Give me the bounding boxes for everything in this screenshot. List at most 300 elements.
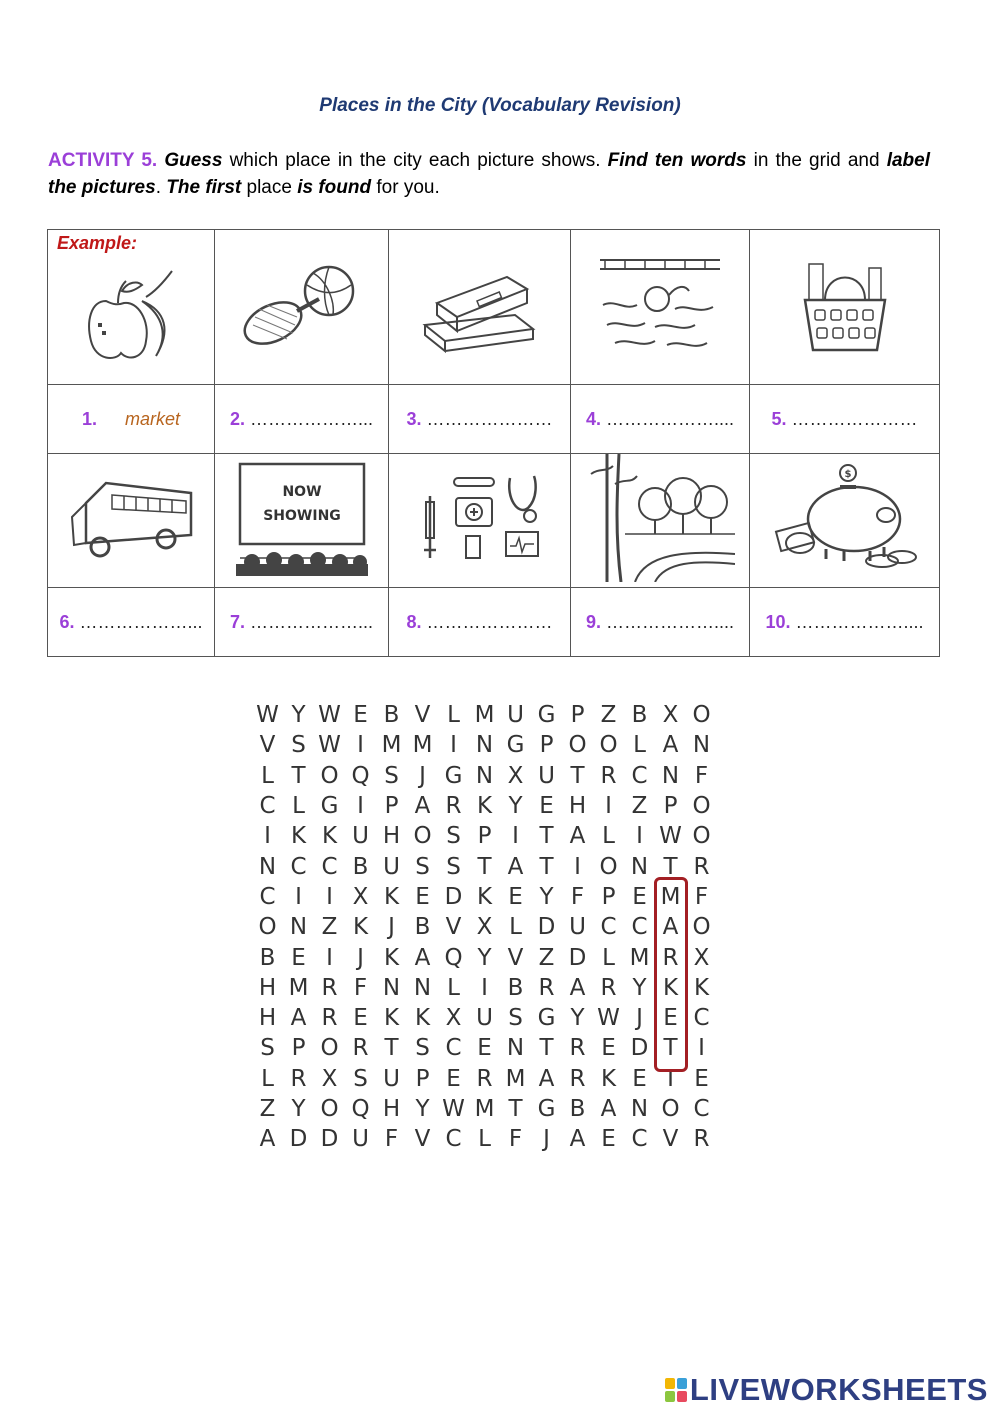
instr-text: which place in the city each picture shows. [222,150,608,171]
grid-letter[interactable]: B [414,914,431,941]
grid-row [252,730,717,760]
grid-letter[interactable]: R [693,1126,710,1153]
grid-letter[interactable]: S [260,1035,275,1062]
grid-letter[interactable]: K [383,944,400,971]
grid-letter[interactable]: F [570,883,585,910]
example-label: Example: [57,233,138,253]
answer-blank[interactable]: ………………... [250,611,374,632]
grid-letter[interactable]: R [569,1035,586,1062]
grid-letter[interactable]: O [320,762,339,789]
grid-letter[interactable]: R [445,793,462,820]
instr-first: The first [166,177,242,198]
grid-letter[interactable]: O [692,823,711,850]
grid-letter[interactable]: W [318,732,341,759]
grid-letter[interactable]: M [288,974,309,1001]
grid-letter[interactable]: J [419,762,426,789]
grid-letter[interactable]: Y [291,702,306,729]
grid-letter[interactable]: M [660,883,681,910]
grid-letter[interactable]: I [357,793,364,820]
grid-letter[interactable]: I [357,732,364,759]
grid-letter[interactable]: E [601,1126,616,1153]
grid-letter[interactable]: N [289,914,308,941]
grid-letter[interactable]: A [414,793,431,820]
grid-letter[interactable]: T [570,762,585,789]
grid-letter[interactable]: G [444,762,463,789]
activity-label: ACTIVITY 5. [48,150,158,171]
grid-letter[interactable]: R [693,853,710,880]
grid-letter[interactable]: L [633,732,646,759]
grid-letter[interactable]: J [357,944,364,971]
grid-letter[interactable]: N [630,1096,649,1122]
grid-letter[interactable]: F [384,1126,399,1153]
grid-letter[interactable]: S [384,762,399,789]
grid-letter[interactable]: A [290,1005,307,1032]
grid-letter[interactable]: N [506,1035,525,1062]
grid-letter[interactable]: Y [539,883,554,910]
grid-letter[interactable]: R [476,1065,493,1092]
svg-text:$: $ [844,469,851,480]
grid-letter[interactable]: E [632,1065,647,1092]
grid-letter[interactable]: B [259,944,276,971]
grid-letter[interactable]: Q [351,762,370,789]
grid-letter[interactable]: U [538,762,555,789]
grid-letter[interactable]: F [353,974,368,1001]
grid-letter[interactable]: E [415,883,430,910]
grid-letter[interactable]: E [353,702,368,729]
grid-letter[interactable]: X [507,762,524,789]
grid-letter[interactable]: C [631,762,648,789]
grid-letter[interactable]: O [692,914,711,941]
grid-letter[interactable]: Y [415,1096,430,1122]
grid-letter[interactable]: C [693,1096,710,1122]
grid-letter[interactable]: Z [600,702,617,729]
grid-letter[interactable]: O [692,702,711,729]
grid-letter[interactable]: T [477,853,492,880]
grid-letter[interactable]: M [474,1096,495,1122]
grid-letter[interactable]: M [412,732,433,759]
grid-letter[interactable]: W [597,1005,620,1032]
label-cell[interactable] [215,385,389,454]
grid-letter[interactable]: L [509,914,522,941]
grid-letter[interactable]: A [259,1126,276,1153]
grid-letter[interactable]: A [569,974,586,1001]
answer-blank[interactable]: ………………… [791,408,918,429]
grid-letter[interactable]: T [663,1065,678,1092]
grid-row [252,1064,717,1094]
label-cell[interactable] [571,588,750,657]
label-cell[interactable] [215,588,389,657]
grid-letter[interactable]: P [384,793,399,820]
grid-letter[interactable]: G [537,1005,556,1032]
grid-letter[interactable]: O [661,1096,680,1122]
grid-letter[interactable]: N [475,732,494,759]
grid-letter[interactable]: W [659,823,682,850]
grid-row [252,851,717,881]
grid-letter[interactable]: X [321,1065,338,1092]
grid-letter[interactable]: P [601,883,616,910]
grid-letter[interactable]: K [321,823,338,850]
grid-letter[interactable]: J [543,1126,550,1153]
grid-letter[interactable]: T [663,853,678,880]
grid-letter[interactable]: Y [570,1005,585,1032]
grid-letter[interactable]: K [383,1005,400,1032]
answer-blank[interactable]: ………………… [426,408,553,429]
label-number: 7. [229,611,245,632]
park-icon [585,454,735,582]
grid-letter[interactable]: R [600,762,617,789]
grid-letter[interactable]: U [476,1005,493,1032]
picture-cell [389,230,571,385]
grid-letter[interactable]: L [602,944,615,971]
grid-letter[interactable]: R [290,1065,307,1092]
grid-letter[interactable]: B [569,1096,586,1122]
label-cell[interactable] [48,588,215,657]
grid-letter[interactable]: B [507,974,524,1001]
grid-letter[interactable]: E [446,1065,461,1092]
grid-letter[interactable]: Y [291,1096,306,1122]
now-text: NOW [281,484,322,500]
grid-letter[interactable]: M [505,1065,526,1092]
grid-letter[interactable]: S [446,823,461,850]
grid-letter[interactable]: L [261,1065,274,1092]
grid-letter[interactable]: E [632,883,647,910]
grid-letter[interactable]: O [320,1096,339,1122]
grid-letter[interactable]: B [631,702,648,729]
grid-row [252,973,717,1003]
instr-guess: Guess [164,150,223,171]
answer-blank[interactable]: ………………... [79,611,203,632]
sports-equipment-icon [237,255,367,355]
grid-letter[interactable]: S [446,853,461,880]
answer-blank[interactable]: ……………….... [606,408,735,429]
grid-letter[interactable]: O [568,732,587,759]
grid-letter[interactable]: V [662,1126,679,1153]
instr-text: for you. [371,177,440,198]
answer-blank[interactable]: ………………… [426,611,553,632]
picture-cell [750,230,940,385]
grid-letter[interactable]: C [321,853,338,880]
grid-letter[interactable]: A [662,732,679,759]
label-number: 8. [406,611,422,632]
grid-letter[interactable]: N [382,974,401,1001]
grid-letter[interactable]: T [663,1035,678,1062]
grid-letter[interactable]: C [693,1005,710,1032]
logo-text: LIVEWORKSHEETS [689,1372,988,1407]
grid-letter[interactable]: X [693,944,710,971]
grid-letter[interactable]: O [599,853,618,880]
grid-letter[interactable]: T [508,1096,523,1122]
label-cell[interactable] [389,588,571,657]
picture-cell [389,454,571,588]
grid-letter[interactable]: X [445,1005,462,1032]
label-cell[interactable] [389,385,571,454]
grid-letter[interactable]: N [475,762,494,789]
piggy-bank-icon [770,463,920,573]
grid-letter[interactable]: R [569,1065,586,1092]
picture-table [47,229,940,657]
grid-letter[interactable]: S [415,1035,430,1062]
grid-letter[interactable]: A [538,1065,555,1092]
grid-letter[interactable]: K [476,793,493,820]
grid-letter[interactable]: Z [321,914,338,941]
grid-letter[interactable]: A [414,944,431,971]
logo-mark-icon [665,1378,687,1402]
grid-letter[interactable]: L [478,1126,491,1153]
grid-letter[interactable]: R [321,1005,338,1032]
word-search-grid[interactable] [252,700,717,1154]
grid-letter[interactable]: N [692,732,711,759]
grid-letter[interactable]: R [662,944,679,971]
grid-letter[interactable]: M [474,702,495,729]
answer-blank[interactable]: ……………….... [606,611,735,632]
grid-letter[interactable]: U [352,1126,369,1153]
grid-letter[interactable]: P [539,732,554,759]
grid-letter[interactable]: R [352,1035,369,1062]
grid-letter[interactable]: D [444,883,463,910]
showing-text: SHOWING [262,508,341,524]
instr-found: is found [297,177,372,198]
instr-text: in the grid and [746,150,887,171]
grid-letter[interactable]: T [384,1035,399,1062]
grid-letter[interactable]: I [698,1035,705,1062]
grid-letter[interactable]: L [292,793,305,820]
grid-letter[interactable]: P [477,823,492,850]
grid-row [252,912,717,942]
grid-letter[interactable]: K [383,883,400,910]
grid-letter[interactable]: U [352,823,369,850]
grid-letter[interactable]: A [507,853,524,880]
grid-letter[interactable]: T [539,853,554,880]
grid-letter[interactable]: C [631,1126,648,1153]
grid-letter[interactable]: Z [631,793,648,820]
grid-letter[interactable]: R [321,974,338,1001]
fruit-icon [76,261,186,371]
grid-letter[interactable]: L [261,762,274,789]
grid-letter[interactable]: I [295,883,302,910]
grid-letter[interactable]: P [415,1065,430,1092]
grid-letter[interactable]: V [445,914,462,941]
label-cell[interactable] [48,385,215,454]
grid-letter[interactable]: V [414,1126,431,1153]
grid-letter[interactable]: F [694,883,709,910]
grid-letter[interactable]: U [383,853,400,880]
grid-letter[interactable]: G [506,732,525,759]
grid-letter[interactable]: N [258,853,277,880]
grid-letter[interactable]: I [574,853,581,880]
grid-letter[interactable]: O [320,1035,339,1062]
grid-letter[interactable]: D [320,1126,339,1153]
grid-letter[interactable]: C [290,853,307,880]
grid-letter[interactable]: Q [444,944,463,971]
grid-letter[interactable]: P [291,1035,306,1062]
grid-letter[interactable]: Z [259,1096,276,1122]
grid-letter[interactable]: E [694,1065,709,1092]
grid-letter[interactable]: E [477,1035,492,1062]
grid-letter[interactable]: V [507,944,524,971]
grid-letter[interactable]: I [326,883,333,910]
grid-letter[interactable]: K [352,914,369,941]
grid-letter[interactable]: C [259,883,276,910]
grid-letter[interactable]: V [259,732,276,759]
grid-letter[interactable]: E [601,1035,616,1062]
grid-letter[interactable]: M [381,732,402,759]
grid-letter[interactable]: T [539,1035,554,1062]
grid-letter[interactable]: X [662,702,679,729]
grid-row [252,942,717,972]
grid-letter[interactable]: K [600,1065,617,1092]
grid-letter[interactable]: L [602,823,615,850]
label-cell[interactable] [571,385,750,454]
grid-letter[interactable]: K [290,823,307,850]
grid-letter[interactable]: A [600,1096,617,1122]
label-cell[interactable] [750,588,940,657]
grid-letter[interactable]: K [693,974,710,1001]
grid-letter[interactable]: D [537,914,556,941]
grid-letter[interactable]: P [663,793,678,820]
grid-letter[interactable]: K [414,1005,431,1032]
grid-letter[interactable]: I [450,732,457,759]
grid-letter[interactable]: G [537,1096,556,1122]
grid-letter[interactable]: U [507,702,524,729]
label-number: 1. [81,408,97,429]
grid-letter[interactable]: B [383,702,400,729]
grid-letter[interactable]: P [570,702,585,729]
grid-letter[interactable]: N [630,853,649,880]
grid-letter[interactable]: E [663,1005,678,1032]
grid-letter[interactable]: E [539,793,554,820]
grid-row [252,1094,717,1124]
grid-letter[interactable]: G [537,702,556,729]
grid-letter[interactable]: E [353,1005,368,1032]
picture-cell [48,454,215,588]
grid-letter[interactable]: I [326,944,333,971]
answer-blank[interactable]: ………………... [250,408,374,429]
grid-letter[interactable]: B [352,853,369,880]
page-title: Places in the City (Vocabulary Revision) [319,95,681,116]
instr-find: Find ten words [607,150,747,171]
grid-letter[interactable]: C [445,1035,462,1062]
grid-letter[interactable]: D [568,944,587,971]
grid-letter[interactable]: H [382,823,401,850]
grid-row [252,791,717,821]
grid-letter[interactable]: Y [508,793,523,820]
grid-letter[interactable]: N [661,762,680,789]
picture-cell [571,454,750,588]
grid-letter[interactable]: A [662,914,679,941]
grid-letter[interactable]: D [630,1035,649,1062]
grid-letter[interactable]: R [538,974,555,1001]
answer-blank[interactable]: ……………….... [795,611,924,632]
instr-text: place [241,177,298,198]
grid-letter[interactable]: C [445,1126,462,1153]
grid-letter[interactable]: Y [477,944,492,971]
grid-letter[interactable]: H [382,1096,401,1122]
grid-letter[interactable]: E [291,944,306,971]
label-cell[interactable] [750,385,940,454]
grid-letter[interactable]: S [291,732,306,759]
grid-letter[interactable]: C [631,914,648,941]
medical-icon [410,468,550,568]
grid-letter[interactable]: O [413,823,432,850]
picture-cell [215,454,389,588]
grid-letter[interactable]: I [636,823,643,850]
grid-letter[interactable]: M [629,944,650,971]
grid-letter[interactable]: G [320,793,339,820]
grid-letter[interactable]: K [476,883,493,910]
grid-letter[interactable]: R [600,974,617,1001]
grid-letter[interactable]: T [539,823,554,850]
grid-letter[interactable]: J [636,1005,643,1032]
grid-letter[interactable]: E [508,883,523,910]
grid-row [252,821,717,851]
grid-letter[interactable]: Z [538,944,555,971]
label-number: 6. [59,611,75,632]
grid-letter[interactable]: N [413,974,432,1001]
grid-letter[interactable]: V [414,702,431,729]
grid-letter[interactable]: C [600,914,617,941]
cinema-icon [232,458,372,578]
grid-letter[interactable]: W [256,702,279,729]
grid-letter[interactable]: K [662,974,679,1001]
label-number: 3. [406,408,422,429]
shopping-basket-icon [785,250,905,360]
grid-letter[interactable]: A [569,823,586,850]
grid-row [252,882,717,912]
grid-letter[interactable]: S [353,1065,368,1092]
instr-label: label the pictures [48,150,931,198]
grid-letter[interactable]: S [508,1005,523,1032]
grid-letter[interactable]: O [258,914,277,941]
grid-letter[interactable]: X [352,883,369,910]
grid-row [252,700,717,730]
grid-letter[interactable]: I [481,974,488,1001]
grid-letter[interactable]: X [476,914,493,941]
label-number: 2. [229,408,245,429]
grid-row [252,761,717,791]
picture-cell [215,230,389,385]
grid-letter[interactable]: I [605,793,612,820]
grid-letter[interactable]: U [569,914,586,941]
books-icon [415,255,545,355]
grid-letter[interactable]: U [383,1065,400,1092]
instr-text: . [155,177,167,198]
grid-letter[interactable]: H [568,793,587,820]
grid-letter[interactable]: D [289,1126,308,1153]
grid-letter[interactable]: F [694,762,709,789]
grid-letter[interactable]: W [442,1096,465,1122]
grid-letter[interactable]: H [258,1005,277,1032]
label-number: 5. [771,408,787,429]
grid-letter[interactable]: O [599,732,618,759]
grid-letter[interactable]: I [264,823,271,850]
grid-letter[interactable]: L [447,974,460,1001]
grid-letter[interactable]: Y [632,974,647,1001]
grid-letter[interactable]: T [291,762,306,789]
grid-letter[interactable]: F [508,1126,523,1153]
grid-letter[interactable]: L [447,702,460,729]
grid-letter[interactable]: O [692,793,711,820]
grid-letter[interactable]: W [318,702,341,729]
grid-letter[interactable]: S [415,853,430,880]
liveworksheets-logo [665,1372,988,1408]
grid-letter[interactable]: H [258,974,277,1001]
label-number: 4. [585,408,601,429]
grid-letter[interactable]: C [259,793,276,820]
grid-letter[interactable]: I [512,823,519,850]
grid-letter[interactable]: A [569,1126,586,1153]
grid-letter[interactable]: J [388,914,395,941]
grid-letter[interactable]: Q [351,1096,370,1122]
